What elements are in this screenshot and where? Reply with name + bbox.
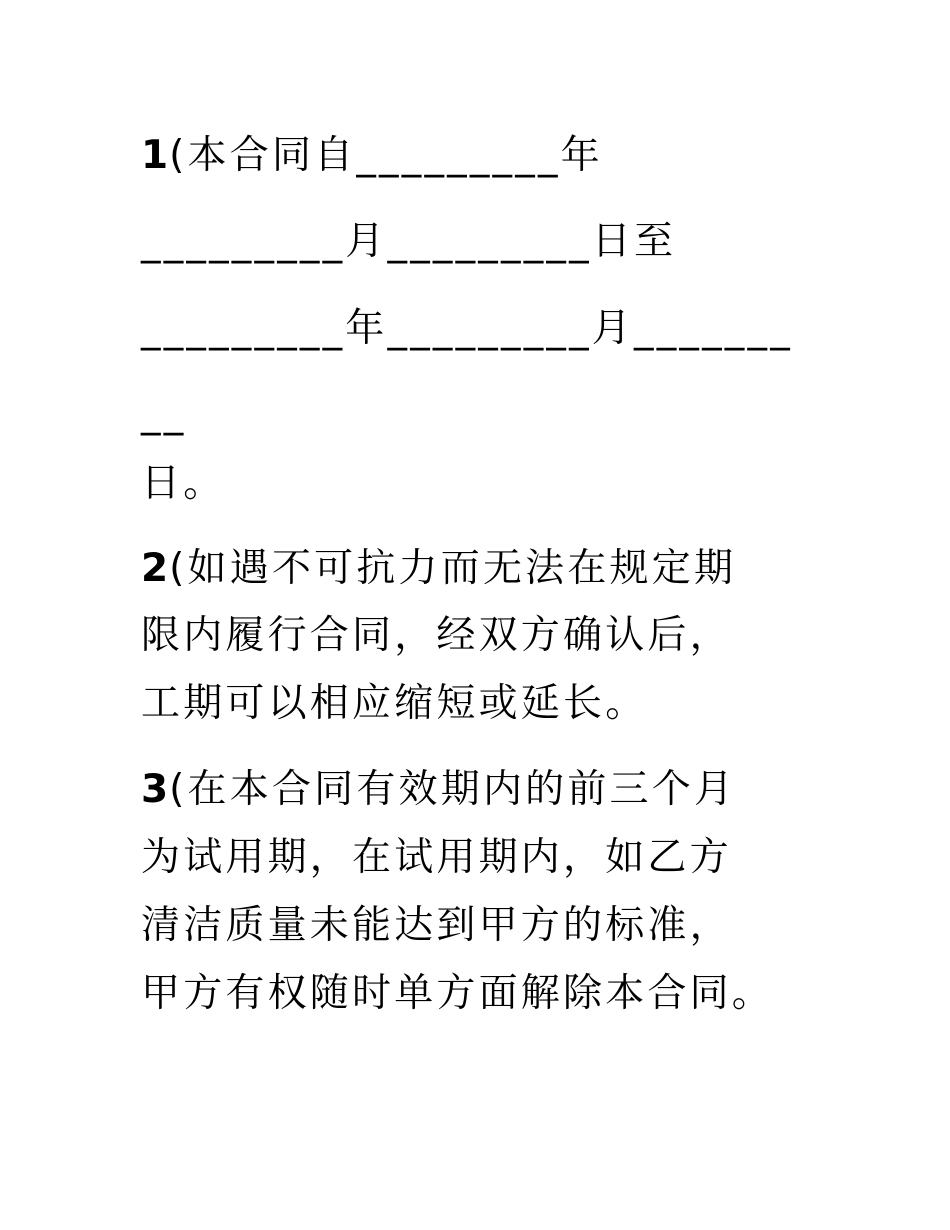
clause-1-line-5: 日。 bbox=[141, 461, 226, 506]
clause-1-line-3: _________年_________月_______ bbox=[141, 306, 793, 351]
clause-1-number: 1 bbox=[141, 133, 170, 178]
clause-3-line-4: 甲方有权随时单方面解除本合同。 bbox=[141, 971, 775, 1016]
clause-3-line-2: 为试用期，在试用期内，如乙方 bbox=[141, 835, 732, 880]
clause-2-text-1: (如遇不可抗力而无法在规定期 bbox=[169, 546, 737, 591]
clause-3-line-3: 清洁质量未能达到甲方的标准， bbox=[141, 903, 732, 948]
clause-1-line-2: _________月_________日至 bbox=[141, 219, 677, 264]
clause-2-line-3: 工期可以相应缩短或延长。 bbox=[141, 681, 648, 726]
clause-1-line-1 bbox=[141, 132, 603, 180]
clause-3-text-1: (在本合同有效期内的前三个月 bbox=[169, 767, 737, 812]
clause-1-text-1: (本合同自_________年 bbox=[169, 133, 603, 178]
clause-1-line-4: __ bbox=[141, 391, 187, 436]
clause-2-line-1 bbox=[141, 545, 736, 593]
clause-3-line-1 bbox=[141, 766, 736, 814]
clause-3-number: 3 bbox=[141, 767, 170, 812]
clause-2-line-2: 限内履行合同，经双方确认后， bbox=[141, 613, 732, 658]
clause-2-number: 2 bbox=[141, 546, 170, 591]
